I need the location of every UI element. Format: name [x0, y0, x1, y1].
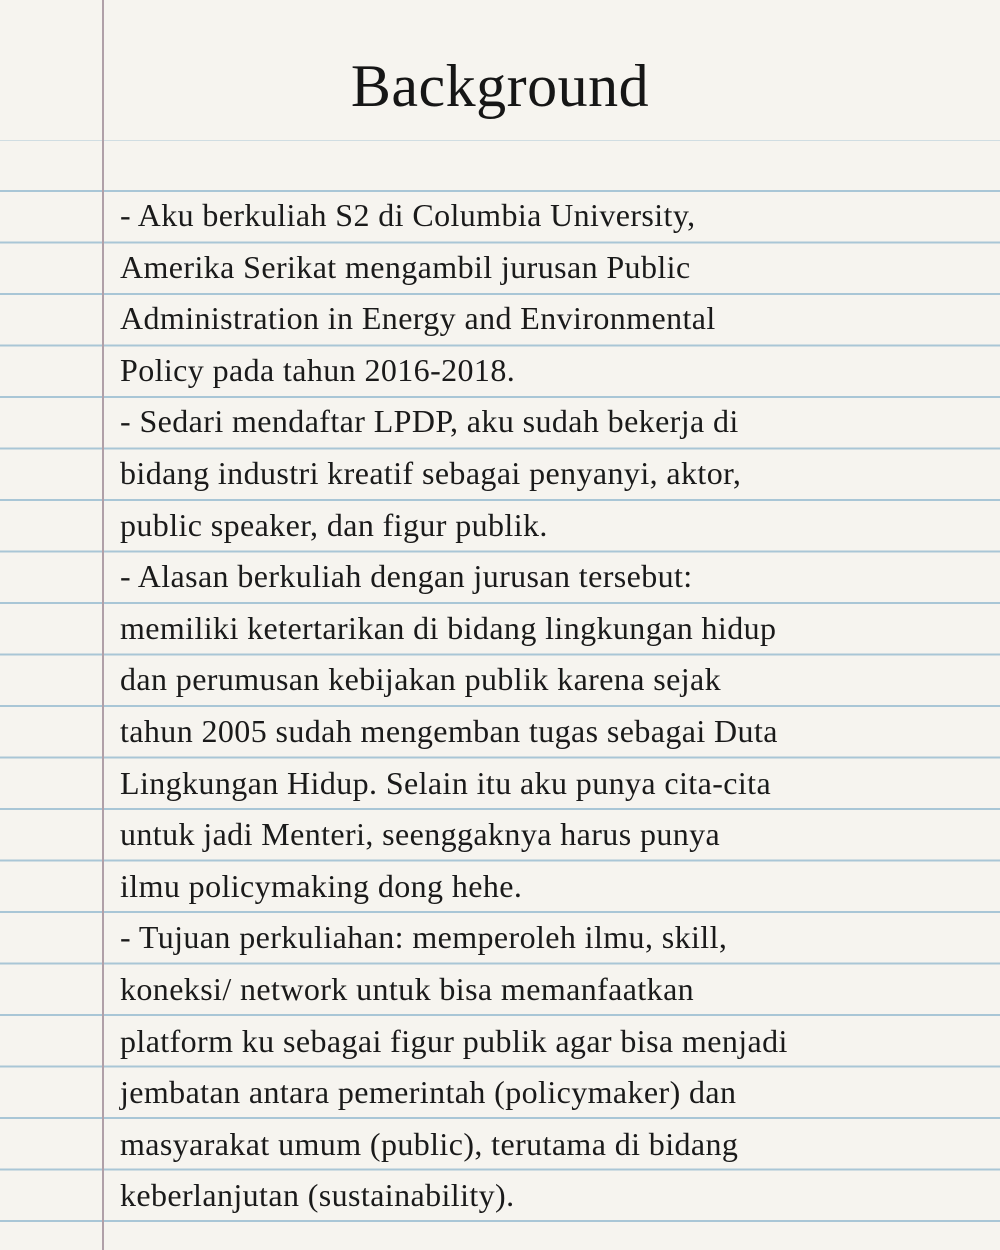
text-line: bidang industri kreatif sebagai penyanyi, aktor, [120, 454, 742, 491]
margin-line [102, 0, 104, 1250]
text-line: Amerika Serikat mengambil jurusan Public [120, 248, 691, 285]
text-line: ilmu policymaking dong hehe. [120, 867, 523, 904]
page-title: Background [350, 53, 650, 119]
text-line: - Alasan berkuliah dengan jurusan tersebut: [120, 558, 693, 595]
text-line: Policy pada tahun 2016-2018. [120, 351, 516, 388]
text-line: platform ku sebagai figur publik agar bisa menjadi [120, 1022, 788, 1059]
text-line: koneksi/ network untuk bisa memanfaatkan [120, 970, 695, 1007]
text-line: dan perumusan kebijakan publik karena sejak [120, 661, 721, 698]
text-line: tahun 2005 sudah mengemban tugas sebagai Duta [120, 712, 778, 749]
text-line: memiliki ketertarikan di bidang lingkungan hidup [120, 609, 777, 646]
text-line: keberlanjutan (sustainability). [120, 1177, 515, 1214]
text-line: Lingkungan Hidup. Selain itu aku punya cita-cita [120, 764, 772, 801]
text-line: - Sedari mendaftar LPDP, aku sudah bekerja di [120, 403, 739, 440]
text-line: - Aku berkuliah S2 di Columbia University, [120, 197, 696, 233]
text-line: - Tujuan perkuliahan: memperoleh ilmu, skill, [120, 919, 728, 956]
text-line: untuk jadi Menteri, seenggaknya harus punya [120, 816, 721, 853]
text-line: jembatan antara pemerintah (policymaker) dan [120, 1074, 737, 1111]
text-line: masyarakat umum (public), terutama di bidang [120, 1125, 739, 1162]
text-line: public speaker, dan figur publik. [120, 506, 548, 543]
document-body [120, 190, 940, 1222]
text-line: Administration in Energy and Environmental [120, 300, 716, 337]
